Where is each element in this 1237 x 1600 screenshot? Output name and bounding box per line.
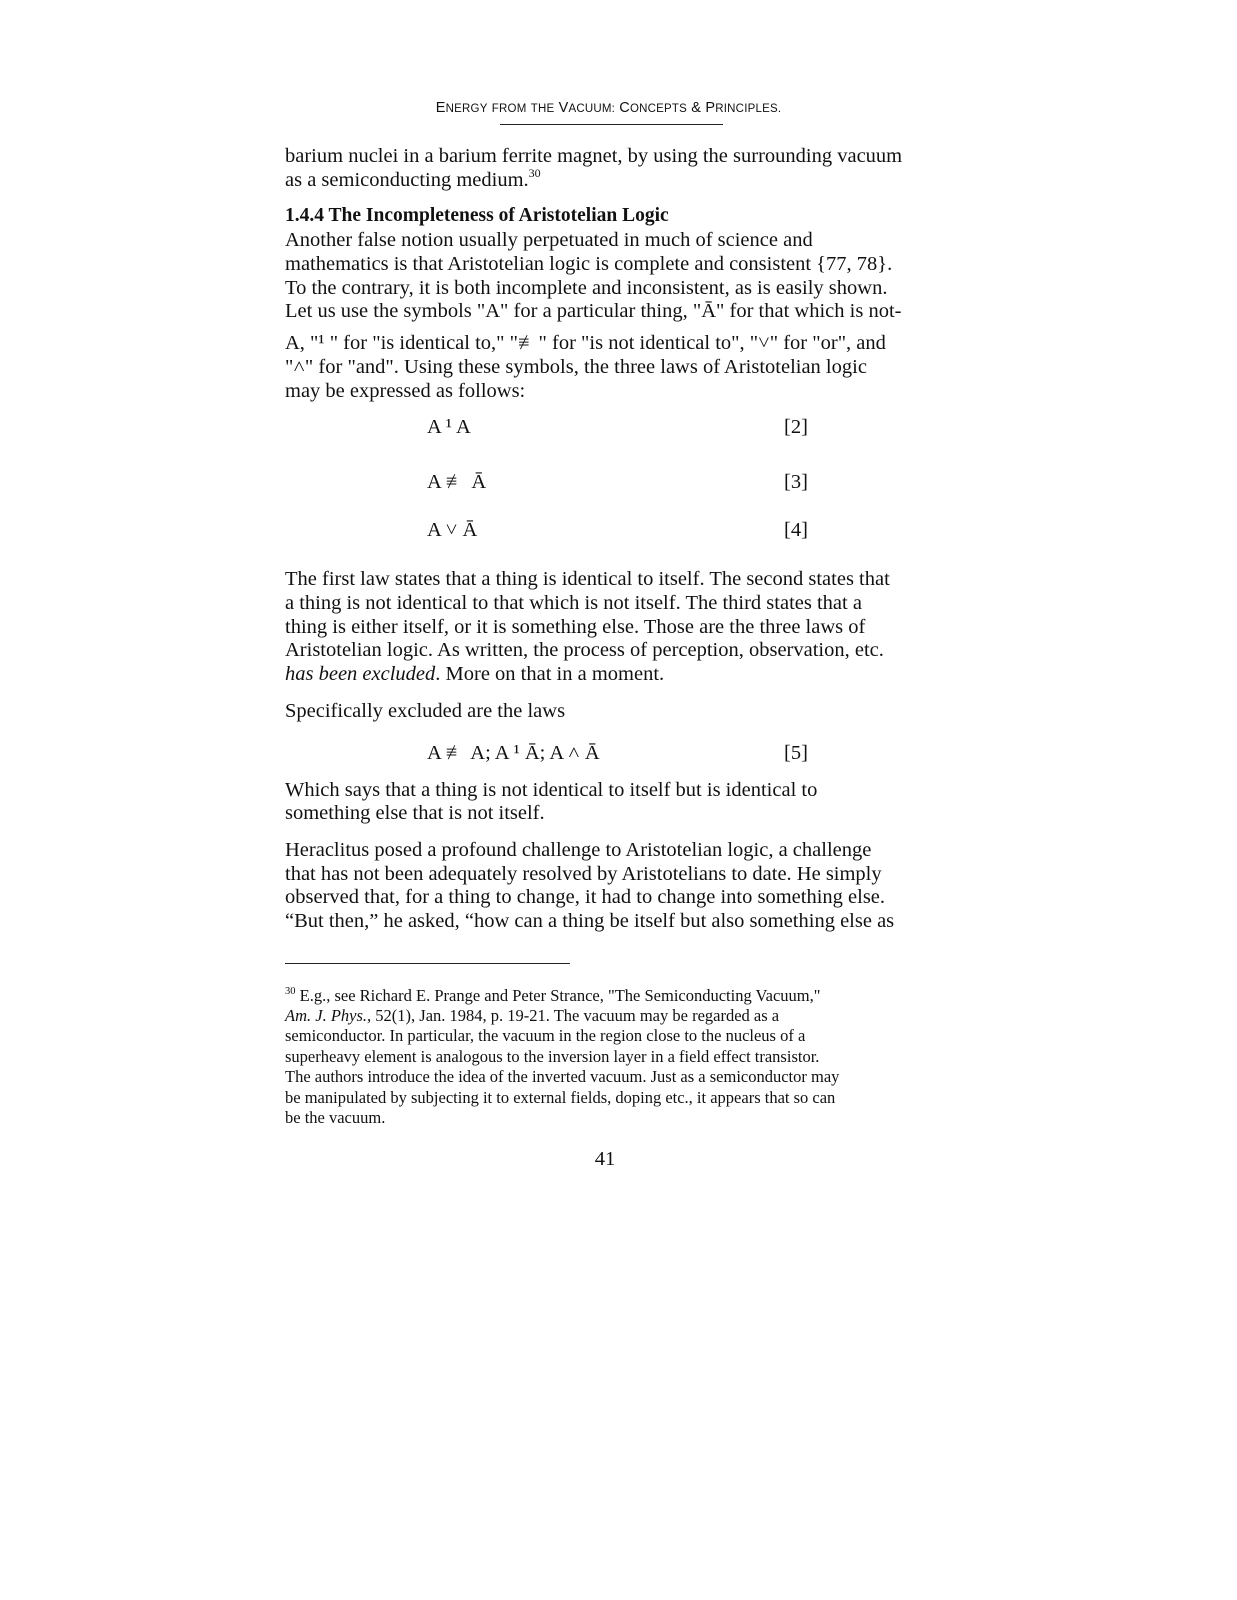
- body-line: “But then,” he asked, “how can a thing be itself but also something else as: [285, 910, 895, 932]
- footnote-separator: [285, 963, 570, 964]
- footnote-line: The authors introduce the idea of the inverted vacuum. Just as a semiconductor may: [285, 1067, 840, 1086]
- footnote-text: 52(1), Jan. 1984, p. 19-21. The vacuum may be regarded as a: [371, 1006, 780, 1025]
- running-header-word: CONCEPTS: [619, 100, 688, 116]
- body-line: "˄" for "and". Using these symbols, the three laws of Aristotelian logic: [285, 356, 867, 378]
- body-line: mathematics is that Aristotelian logic is complete and consistent {77, 78}.: [285, 253, 893, 275]
- running-header: [0, 100, 1217, 116]
- running-header-word: FROM: [491, 103, 527, 115]
- body-line: Another false notion usually perpetuated in much of science and: [285, 229, 813, 251]
- section-heading: 1.4.4 The Incompleteness of Aristotelian Logic: [285, 205, 669, 226]
- body-line: something else that is not itself.: [285, 802, 545, 824]
- equation-expression: A ≢ Ā: [427, 471, 487, 493]
- footnote-line: [285, 986, 820, 1007]
- journal-title: Am. J. Phys.,: [285, 1006, 372, 1025]
- footnote-mark: 30: [285, 986, 296, 997]
- body-line: Let us use the symbols "A" for a particular thing, "Ā" for that which is not-: [285, 300, 902, 322]
- footnote-reference[interactable]: 30: [528, 166, 541, 180]
- running-header-word: THE: [530, 103, 555, 115]
- equation-number: [4]: [784, 519, 808, 541]
- body-line: The first law states that a thing is identical to itself. The second states that: [285, 568, 890, 590]
- running-header-text: [436, 100, 781, 116]
- footnote-line: semiconductor. In particular, the vacuum in the region close to the nucleus of a: [285, 1026, 806, 1045]
- header-rule: [500, 124, 723, 125]
- footnote-line: [285, 1006, 779, 1027]
- body-line-text: as a semiconducting medium.: [285, 169, 529, 191]
- equation-expression: A ≢ A; A ¹ Ā; A ˄ Ā: [427, 742, 600, 764]
- body-line: [285, 144, 902, 168]
- footnote-line: be manipulated by subjecting it to external fields, doping etc., it appears that so can: [285, 1088, 836, 1107]
- body-line: a thing is not identical to that which is not itself. The third states that a: [285, 592, 862, 614]
- body-line-text: barium nuclei in a barium ferrite magnet, by using the surrounding vacuum: [285, 145, 903, 167]
- equation-number: [5]: [784, 742, 808, 764]
- body-line: Which says that a thing is not identical to itself but is identical to: [285, 779, 818, 801]
- equation-number: [3]: [784, 471, 808, 493]
- body-line: [285, 662, 664, 686]
- running-header-word: PRINCIPLES.: [705, 100, 782, 116]
- body-line: A, "¹ " for "is identical to," "≢" for "is not identical to", "˅" for "or", and: [285, 332, 886, 354]
- running-header-word: VACUUM:: [558, 100, 616, 116]
- body-line: [285, 168, 541, 192]
- emphasis-text: has been excluded: [285, 663, 436, 685]
- body-line: To the contrary, it is both incomplete and inconsistent, as is easily shown.: [285, 277, 888, 299]
- footnote-line: superheavy element is analogous to the inversion layer in a field effect transistor.: [285, 1047, 820, 1066]
- equation-expression: A ¹ A: [427, 416, 471, 438]
- body-line: that has not been adequately resolved by Aristotelians to date. He simply: [285, 863, 882, 885]
- footnote-line: be the vacuum.: [285, 1108, 386, 1127]
- page-number: 41: [594, 1148, 616, 1170]
- body-line: observed that, for a thing to change, it had to change into something else.: [285, 886, 886, 908]
- body-line: thing is either itself, or it is something else. Those are the three laws of: [285, 616, 866, 638]
- body-line: may be expressed as follows:: [285, 380, 526, 402]
- running-header-word: &: [691, 100, 702, 116]
- equation-number: [2]: [784, 416, 808, 438]
- body-line: Specifically excluded are the laws: [285, 700, 566, 722]
- body-line-text: . More on that in a moment.: [435, 663, 665, 685]
- equation-expression: A ˅ Ā: [427, 519, 478, 541]
- body-line: Heraclitus posed a profound challenge to Aristotelian logic, a challenge: [285, 839, 872, 861]
- footnote-text: E.g., see Richard E. Prange and Peter Strance, "The Semiconducting Vacuum,": [295, 986, 821, 1005]
- running-header-word: ENERGY: [435, 100, 488, 116]
- body-line: Aristotelian logic. As written, the process of perception, observation, etc.: [285, 639, 884, 661]
